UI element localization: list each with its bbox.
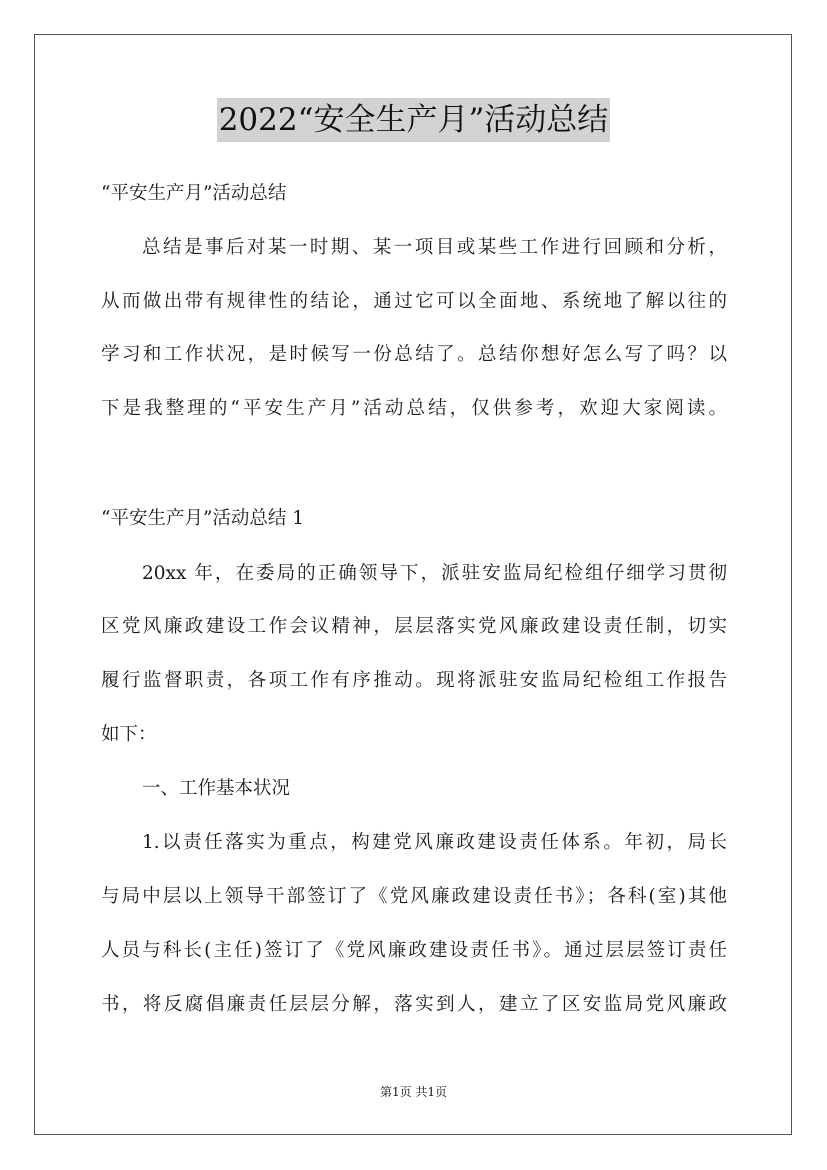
para1-line-3: 履行监督职责，各项工作有序推动。现将派驻安监局纪检组工作报告 — [101, 670, 727, 691]
section-heading: “平安生产月”活动总结 1 — [101, 508, 305, 529]
para2-line-4: 书，将反腐倡廉责任层层分解，落实到人，建立了区安监局党风廉政 — [101, 994, 727, 1015]
intro-line-2: 从而做出带有规律性的结论，通过它可以全面地、系统地了解以往的 — [101, 291, 727, 312]
para2-line-2: 与局中层以上领导干部签订了《党风廉政建设责任书》；各科(室)其他 — [101, 886, 727, 907]
para1-line-2: 区党风廉政建设工作会议精神，层层落实党风廉政建设责任制，切实 — [101, 616, 727, 637]
intro-line-3: 学习和工作状况，是时候写一份总结了。总结你想好怎么写了吗？以 — [101, 344, 727, 365]
para1-line-1: 20xx 年，在委局的正确领导下，派驻安监局纪检组仔细学习贯彻 — [142, 563, 727, 584]
title-container — [0, 98, 827, 142]
intro-line-1: 总结是事后对某一时期、某一项目或某些工作进行回顾和分析， — [142, 237, 727, 258]
sub-heading: 一、工作基本状况 — [142, 778, 291, 799]
para2-line-1: 1.以责任落实为重点，构建党风廉政建设责任体系。年初，局长 — [142, 832, 727, 853]
document-title: 2022“安全生产月”活动总结 — [217, 98, 611, 142]
para2-line-3: 人员与科长(主任)签订了《党风廉政建设责任书》。通过层层签订责任 — [101, 940, 727, 961]
page-footer: 第1页 共1页 — [379, 1085, 448, 1099]
document-subtitle: “平安生产月”活动总结 — [101, 183, 287, 204]
para1-line-4: 如下： — [101, 724, 157, 745]
intro-line-4: 下是我整理的“平安生产月”活动总结，仅供参考，欢迎大家阅读。 — [101, 398, 727, 419]
